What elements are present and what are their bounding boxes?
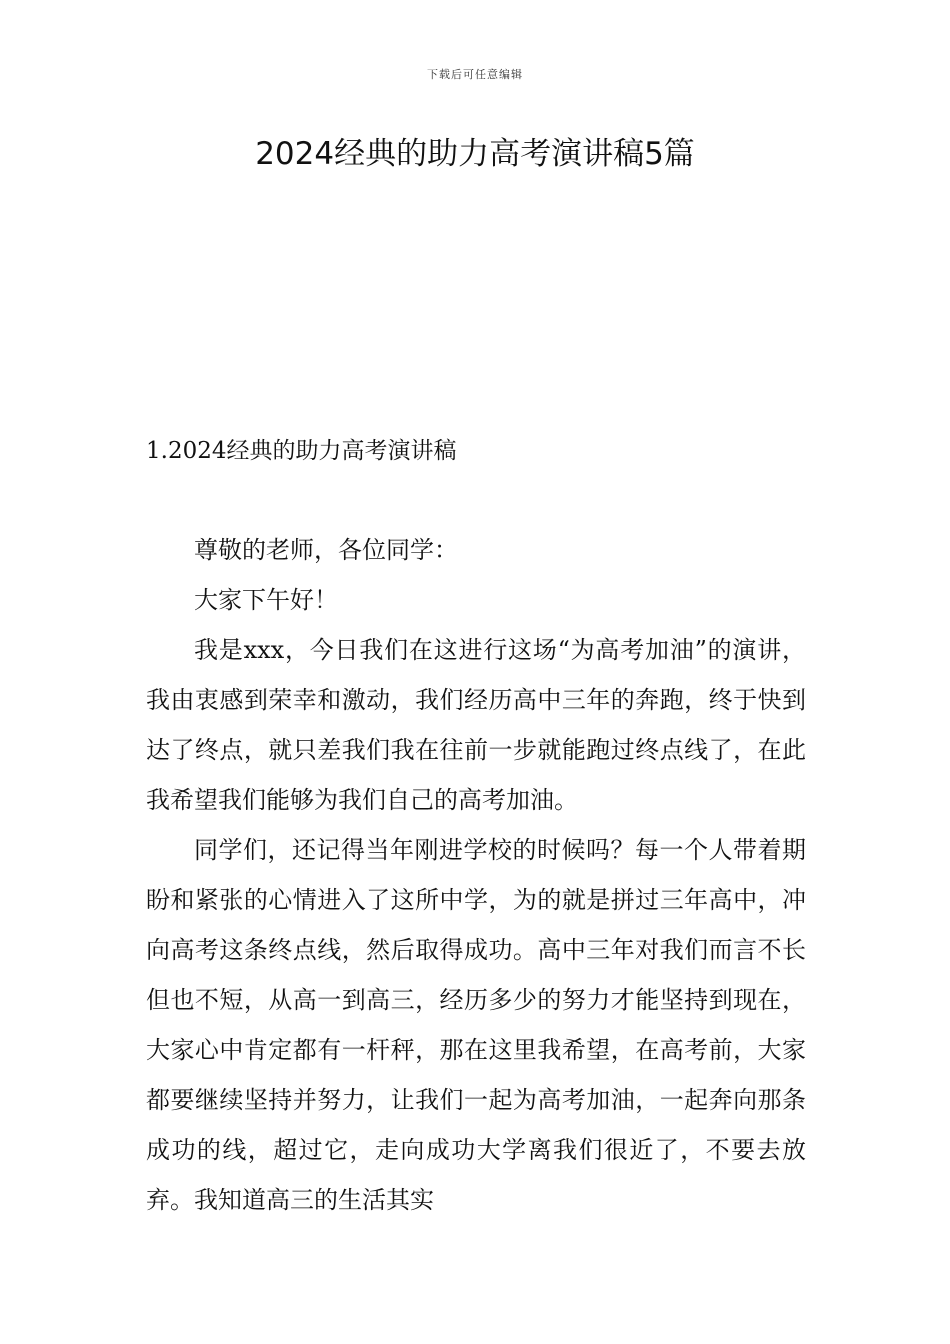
paragraph-greeting: 大家下午好！ xyxy=(194,586,338,614)
paragraph-salutation: 尊敬的老师，各位同学： xyxy=(194,536,458,564)
document-title: 2024经典的助力高考演讲稿5篇 xyxy=(255,136,695,172)
document-body xyxy=(146,525,806,1225)
paragraph-introduction: 我是xxx，今日我们在这进行这场“为高考加油”的演讲，我由衷感到荣幸和激动，我们经历高中三年的奔跑，终于快到达了终点，就只差我们我在往前一步就能跑过终点线了，在此我希望我们能够为我们自己的高考加油。 xyxy=(146,636,806,814)
section-heading: 1.2024经典的助力高考演讲稿 xyxy=(146,438,457,464)
paragraph-main: 同学们，还记得当年刚进学校的时候吗？每一个人带着期盼和紧张的心情进入了这所中学，为的就是拼过三年高中，冲向高考这条终点线，然后取得成功。高中三年对我们而言不长但也不短，从高一到高三，经历多少的努力才能坚持到现在，大家心中肯定都有一杆秤，那在这里我希望，在高考前，大家都要继续坚持并努力，让我们一起为高考加油，一起奔向那条成功的线，超过它，走向成功大学离我们很近了，不要去放弃。我知道高三的生活其实 xyxy=(146,836,806,1214)
header-note: 下载后可任意编辑 xyxy=(427,68,523,81)
